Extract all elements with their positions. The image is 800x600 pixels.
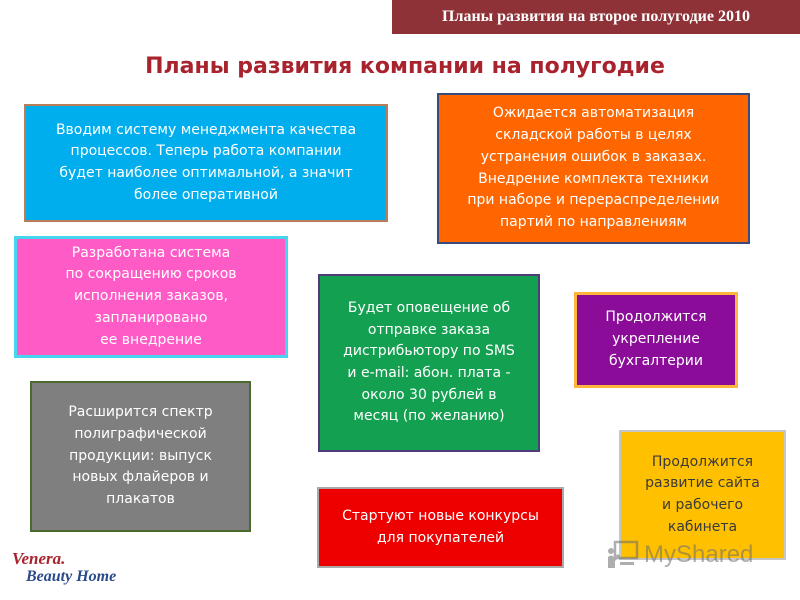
plan-box-printing-products [30,381,251,532]
plan-box-text: Расширится спектр полиграфической продукции: выпуск новых флайеров и плакатов [68,404,213,508]
plan-box-warehouse-automation [437,93,750,244]
plan-box-text: Продолжится укрепление бухгалтерии [605,309,707,369]
plan-box-order-time-reduction [14,236,288,358]
header-banner [392,0,800,34]
watermark [606,536,776,574]
plan-box-text: Будет оповещение об отправке заказа дистрибьютору по SMS и e-mail: абон. плата - около 30 рублей в месяц (по желанию) [343,299,515,425]
presentation-board-icon [606,538,640,572]
plan-box-customer-contests [317,487,564,568]
plan-box-accounting [574,292,738,388]
plan-box-text: Ожидается автоматизация складской работы в целях устранения ошибок в заказах. Внедрение комплекта техники при наборе и перераспределении партий по направлениям [467,105,720,230]
plan-box-text: Продолжится развитие сайта и рабочего кабинета [645,453,760,535]
plan-box-text: Стартуют новые конкурсы для покупателей [342,507,539,546]
plan-box-text: Разработана система по сокращению сроков исполнения заказов, запланировано ее внедрение [65,244,237,348]
plan-box-sms-notification [318,274,540,452]
header-banner-text: Планы развития на второе полугодие 2010 [442,8,750,25]
plan-box-text: Вводим систему менеджмента качества процессов. Теперь работа компании будет наиболее оптимальной, а значит более оперативной [55,121,357,203]
slide-title: Планы развития компании на полугодие [145,54,665,79]
plan-box-quality-management [24,104,388,222]
company-logo-subtitle: Beauty Home [26,568,117,585]
watermark-text: MyShared [644,541,754,568]
company-logo-name: Venera. [12,549,66,568]
